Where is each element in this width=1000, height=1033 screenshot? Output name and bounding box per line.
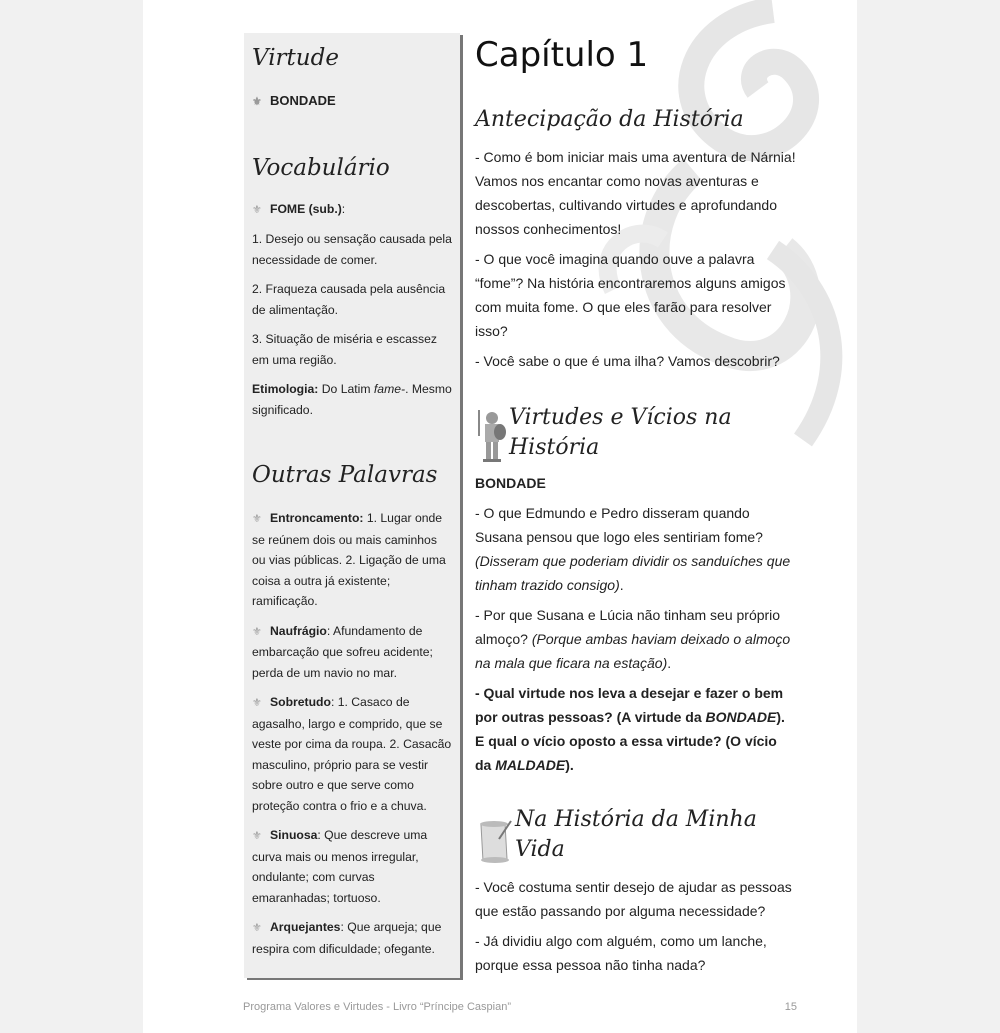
paragraph: [252, 279, 452, 320]
text-segment: 3. Situação de miséria e escassez em uma região.: [252, 332, 437, 367]
paragraph: [475, 875, 797, 923]
vocabulario-list: [252, 199, 452, 421]
text-segment: - Você sabe o que é uma ilha? Vamos descobrir?: [475, 353, 780, 369]
paragraph: [475, 349, 797, 373]
paragraph: [252, 199, 452, 221]
section-heading-virtudes: Virtudes e Vícios na História: [509, 405, 732, 460]
fleur-bullet-icon: ⚜: [252, 203, 262, 216]
text-segment: Sobretudo: [270, 695, 331, 709]
scroll-icon: [475, 819, 513, 865]
text-segment: fame-: [373, 382, 406, 396]
paragraph: [252, 329, 452, 370]
text-segment: BONDADE: [705, 709, 777, 725]
text-segment: 1. Lugar onde se reúnem dois ou mais caminhos ou vias públicas. 2. Ligação de uma coisa a outra já existente; ramificação.: [252, 511, 446, 608]
text-segment: - Por que Susana e Lúcia não tinham seu próprio almoço?: [475, 607, 781, 647]
virtude-value-text: BONDADE: [270, 93, 336, 108]
section-minha-vida-text: [475, 875, 797, 977]
text-segment: :: [341, 201, 346, 216]
fleur-bullet-icon: ⚜: [252, 830, 262, 842]
outras-palavras-list: [252, 508, 452, 959]
text-segment: ). E qual o vício oposto a essa virtude? (O vício da: [475, 709, 785, 773]
paragraph: [252, 917, 452, 959]
text-segment: : 1. Casaco de agasalho, largo e comprido, que se veste por cima da roupa. 2. Casacão masculino, próprio para se vestir sobre outro e que serve como proteção contra o frio e a chuva.: [252, 695, 452, 813]
sidebar-box: [244, 33, 460, 978]
text-segment: .: [667, 655, 672, 671]
paragraph: [475, 471, 797, 495]
page-number: 15: [784, 1001, 797, 1013]
text-segment: 2. Fraqueza causada pela ausência de alimentação.: [252, 282, 446, 317]
section-virtudes-text: [475, 471, 797, 777]
outras-palavras-heading: Outras Palavras: [252, 462, 438, 488]
text-segment: ).: [565, 757, 574, 773]
knight-icon: [475, 408, 507, 463]
text-segment: (Porque ambas haviam deixado o almoço na mala que ficara na estação): [475, 631, 791, 671]
virtude-value: [252, 91, 452, 113]
text-segment: Entroncamento:: [270, 511, 364, 525]
main-column: [475, 33, 797, 983]
vocabulario-heading: Vocabulário: [252, 154, 390, 181]
chapter-title: Capítulo 1: [475, 35, 649, 75]
section-heading-row-antecipacao: [475, 105, 797, 135]
paragraph: [475, 603, 797, 675]
fleur-bullet-icon: ⚜: [252, 922, 262, 934]
text-segment: : Que arqueja; que respira com dificuldade; ofegante.: [252, 920, 442, 956]
paragraph: [475, 501, 797, 597]
text-segment: Arquejantes: [270, 920, 341, 934]
paragraph: [252, 508, 452, 612]
paragraph: [475, 681, 797, 777]
paragraph: [475, 145, 797, 241]
text-segment: 1. Desejo ou sensação causada pela necessidade de comer.: [252, 232, 452, 267]
paragraph: [252, 692, 452, 816]
section-antecipacao-text: [475, 145, 797, 373]
footer: [243, 983, 797, 1033]
section-heading-row-minha-vida: [475, 805, 797, 865]
paragraph: [475, 247, 797, 343]
text-segment: : Que descreve uma curva mais ou menos irregular, ondulante; com curvas emaranhadas; tortuoso.: [252, 828, 428, 905]
text-segment: - Você costuma sentir desejo de ajudar as pessoas que estão passando por alguma necessidade?: [475, 879, 792, 919]
text-segment: Naufrágio: [270, 623, 327, 638]
fleur-bullet-icon: ⚜: [252, 513, 262, 525]
paragraph: [252, 229, 452, 270]
text-segment: MALDADE: [495, 757, 566, 773]
text-segment: . Mesmo significado.: [252, 382, 452, 417]
paragraph: [252, 825, 452, 908]
text-segment: : Afundamento de embarcação que sofreu acidente; perda de um navio no mar.: [252, 623, 433, 680]
text-segment: Sinuosa: [270, 828, 318, 842]
section-heading-antecipacao: Antecipação da História: [475, 107, 744, 132]
section-heading-row-virtudes: [475, 403, 797, 463]
text-segment: Etimologia:: [252, 382, 319, 396]
fleur-bullet-icon: ⚜: [252, 96, 262, 108]
paragraph: [475, 929, 797, 977]
fleur-bullet-icon: ⚜: [252, 625, 262, 638]
text-segment: - Já dividiu algo com alguém, como um lanche, porque essa pessoa não tinha nada?: [475, 933, 767, 973]
text-segment: Do Latim: [318, 382, 374, 396]
section-heading-minha-vida: Na História da Minha Vida: [515, 807, 757, 862]
content-row: [244, 0, 857, 983]
document-page: [143, 0, 857, 1033]
paragraph: [252, 621, 452, 684]
footer-text: Programa Valores e Virtudes - Livro “Príncipe Caspian”: [243, 1001, 511, 1013]
paragraph: [252, 379, 452, 420]
text-segment: - O que você imagina quando ouve a palavra “fome”? Na história encontraremos alguns amigos com muita fome. O que eles farão para resolver isso?: [475, 251, 786, 339]
text-segment: - O que Edmundo e Pedro disseram quando Susana pensou que logo eles sentiriam fome?: [475, 505, 763, 545]
text-segment: - Como é bom iniciar mais uma aventura de Nárnia! Vamos nos encantar como novas aventuras e descobertas, cultivando virtudes e aprofundando nossos conhecimentos!: [475, 149, 796, 237]
text-segment: BONDADE: [475, 475, 546, 491]
text-segment: (Disseram que poderiam dividir os sanduíches que tinham trazido consigo): [475, 553, 791, 593]
text-segment: .: [619, 577, 624, 593]
text-segment: FOME (sub.): [270, 201, 342, 216]
fleur-bullet-icon: ⚜: [252, 697, 262, 709]
text-segment: - Qual virtude nos leva a desejar e fazer o bem por outras pessoas? (A virtude da: [475, 685, 784, 725]
virtude-heading: Virtude: [252, 45, 339, 71]
